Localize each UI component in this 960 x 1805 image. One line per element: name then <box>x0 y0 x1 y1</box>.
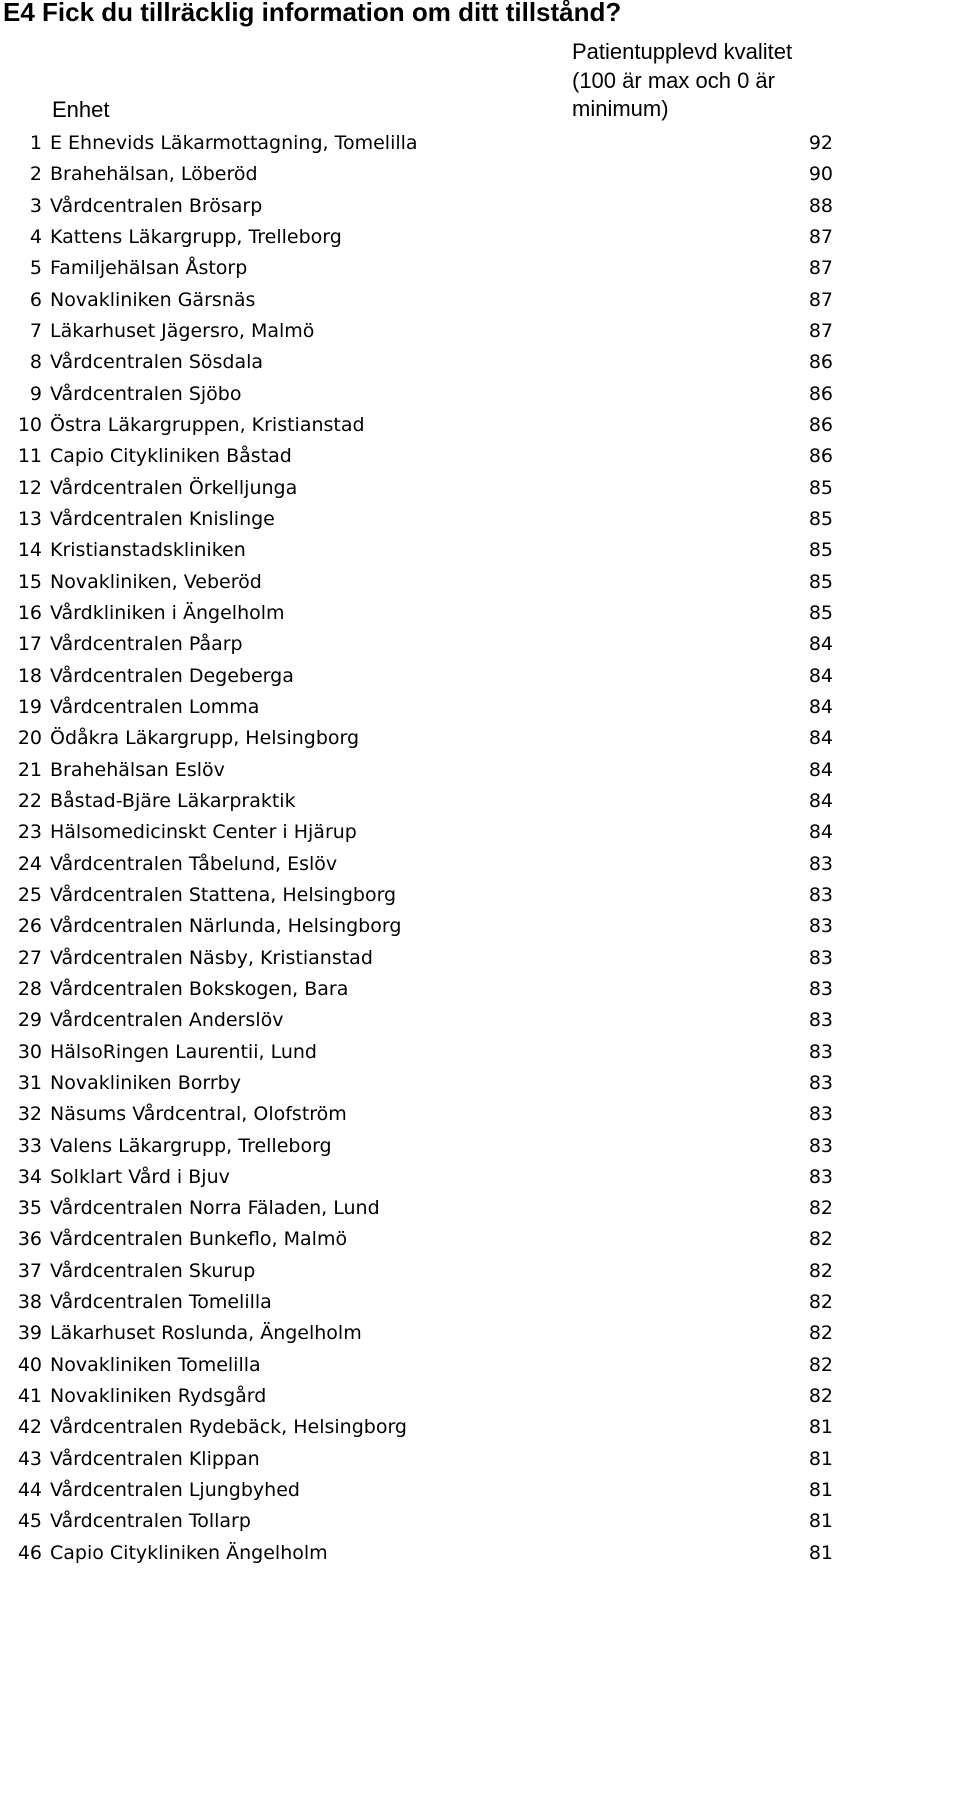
row-quality-value: 82 <box>808 1259 833 1282</box>
row-unit-name: Vårdcentralen Påarp <box>50 633 243 656</box>
row-unit-name: Kristianstadskliniken <box>50 539 246 562</box>
row-unit-name: Vårdcentralen Näsby, Kristianstad <box>50 946 373 969</box>
row-rank: 11 <box>17 445 42 468</box>
row-rank: 3 <box>29 194 42 217</box>
row-unit-name: Vårdcentralen Sösdala <box>50 351 264 374</box>
row-rank: 1 <box>29 132 42 154</box>
table-row <box>0 598 960 629</box>
row-unit-name: Novakliniken, Veberöd <box>50 570 262 593</box>
row-unit-name: Kattens Läkargrupp, Trelleborg <box>50 225 342 248</box>
row-quality-value: 83 <box>808 1009 833 1032</box>
table-row <box>0 1287 960 1318</box>
table-row <box>0 1318 960 1349</box>
row-quality-value: 84 <box>808 758 833 781</box>
table-row <box>0 723 960 754</box>
row-unit-name: Familjehälsan Åstorp <box>50 257 248 280</box>
row-quality-value: 83 <box>808 946 833 969</box>
row-unit-name: HälsoRingen Laurentii, Lund <box>50 1040 317 1063</box>
table-row <box>0 1131 960 1162</box>
table-row <box>0 191 960 222</box>
row-unit-name: Vårdcentralen Ljungbyhed <box>50 1479 300 1502</box>
row-unit-name: Båstad-Bjäre Läkarpraktik <box>50 789 296 812</box>
row-rank: 9 <box>29 382 42 405</box>
table-row <box>0 755 960 786</box>
row-unit-name: Vårdcentralen Norra Fäladen, Lund <box>50 1197 380 1220</box>
table-row <box>0 285 960 316</box>
row-rank: 29 <box>17 1009 42 1032</box>
row-quality-value: 81 <box>808 1510 833 1533</box>
row-quality-value: 84 <box>808 633 833 656</box>
row-quality-value: 86 <box>808 351 833 374</box>
row-rank: 4 <box>29 225 42 248</box>
row-unit-name: Vårdcentralen Tomelilla <box>50 1291 272 1314</box>
row-unit-name: Vårdcentralen Tåbelund, Eslöv <box>50 852 338 875</box>
row-rank: 13 <box>17 507 42 530</box>
row-rank: 18 <box>17 664 42 687</box>
row-unit-name: Vårdcentralen Bunkeflo, Malmö <box>50 1228 348 1251</box>
row-unit-name: Capio Citykliniken Båstad <box>50 445 292 468</box>
row-rank: 19 <box>17 695 42 718</box>
row-quality-value: 81 <box>808 1541 833 1564</box>
table-row <box>0 1412 960 1443</box>
column-header-value: Patientupplevd kvalitet (100 är max och 0 är minimum) <box>572 39 793 121</box>
row-unit-name: Vårdcentralen Klippan <box>50 1447 260 1470</box>
row-rank: 6 <box>29 288 42 311</box>
row-quality-value: 82 <box>808 1197 833 1220</box>
row-quality-value: 82 <box>808 1322 833 1345</box>
row-unit-name: Valens Läkargrupp, Trelleborg <box>50 1134 332 1157</box>
row-quality-value: 85 <box>808 507 833 530</box>
row-quality-value: 87 <box>808 257 833 280</box>
row-quality-value: 88 <box>808 194 833 217</box>
row-quality-value: 82 <box>808 1385 833 1408</box>
row-rank: 22 <box>17 789 42 812</box>
row-quality-value: 82 <box>808 1228 833 1251</box>
row-rank: 26 <box>17 915 42 938</box>
row-rank: 37 <box>17 1259 42 1282</box>
table-row <box>0 567 960 598</box>
row-quality-value: 83 <box>808 977 833 1000</box>
row-rank: 16 <box>17 601 42 624</box>
page-title: E4 Fick du tillräcklig information om ditt tillstånd? <box>3 0 622 27</box>
row-unit-name: Vårdcentralen Rydebäck, Helsingborg <box>50 1416 407 1439</box>
row-rank: 17 <box>17 633 42 656</box>
row-quality-value: 83 <box>808 915 833 938</box>
row-unit-name: Läkarhuset Roslunda, Ängelholm <box>50 1322 362 1345</box>
table-row <box>0 159 960 190</box>
row-unit-name: Vårdcentralen Sjöbo <box>50 382 242 405</box>
row-rank: 32 <box>17 1103 42 1126</box>
row-unit-name: Vårdcentralen Lomma <box>50 695 260 718</box>
row-unit-name: Vårdcentralen Tollarp <box>50 1510 251 1533</box>
row-rank: 2 <box>29 163 42 186</box>
row-rank: 44 <box>17 1479 42 1502</box>
table-row <box>0 661 960 692</box>
row-rank: 25 <box>17 883 42 906</box>
row-rank: 34 <box>17 1165 42 1188</box>
table-row <box>0 253 960 284</box>
table-row <box>0 943 960 974</box>
row-rank: 21 <box>17 758 42 781</box>
row-quality-value: 84 <box>808 727 833 750</box>
row-rank: 35 <box>17 1197 42 1220</box>
row-quality-value: 84 <box>808 695 833 718</box>
table-row <box>0 817 960 848</box>
row-unit-name: Vårdcentralen Degeberga <box>50 664 294 687</box>
table-row <box>0 1350 960 1381</box>
table-row <box>0 1538 960 1569</box>
row-rank: 14 <box>17 539 42 562</box>
row-unit-name: Novakliniken Gärsnäs <box>50 288 256 311</box>
row-unit-name: Läkarhuset Jägersro, Malmö <box>50 319 315 342</box>
row-rank: 7 <box>29 319 42 342</box>
row-quality-value: 83 <box>808 1134 833 1157</box>
table-row <box>0 316 960 347</box>
row-rank: 27 <box>17 946 42 969</box>
row-unit-name: Östra Läkargruppen, Kristianstad <box>50 413 365 436</box>
table-row <box>0 128 960 159</box>
table-row <box>0 473 960 504</box>
table-row <box>0 1224 960 1255</box>
row-quality-value: 81 <box>808 1447 833 1470</box>
table-row <box>0 441 960 472</box>
column-header-unit: Enhet <box>52 97 110 122</box>
row-unit-name: Novakliniken Tomelilla <box>50 1353 261 1376</box>
row-rank: 33 <box>17 1134 42 1157</box>
row-quality-value: 87 <box>808 225 833 248</box>
row-unit-name: Solklart Vård i Bjuv <box>50 1165 230 1188</box>
row-rank: 12 <box>17 476 42 499</box>
row-unit-name: Vårdcentralen Närlunda, Helsingborg <box>50 915 402 938</box>
row-unit-name: Novakliniken Borrby <box>50 1071 241 1094</box>
ranking-table <box>0 128 960 1569</box>
table-row <box>0 1444 960 1475</box>
row-rank: 36 <box>17 1228 42 1251</box>
table-row <box>0 1162 960 1193</box>
row-unit-name: Näsums Vårdcentral, Olofström <box>50 1103 347 1126</box>
table-row <box>0 222 960 253</box>
table-row <box>0 410 960 441</box>
table-row <box>0 535 960 566</box>
row-unit-name: Brahehälsan, Löberöd <box>50 163 258 186</box>
row-rank: 42 <box>17 1416 42 1439</box>
row-quality-value: 86 <box>808 413 833 436</box>
row-unit-name: Capio Citykliniken Ängelholm <box>50 1541 328 1564</box>
row-unit-name: Vårdcentralen Bokskogen, Bara <box>50 977 349 1000</box>
row-unit-name: E Ehnevids Läkarmottagning, Tomelilla <box>50 132 418 154</box>
row-rank: 15 <box>17 570 42 593</box>
table-row <box>0 347 960 378</box>
row-rank: 10 <box>17 413 42 436</box>
row-quality-value: 87 <box>808 319 833 342</box>
row-unit-name: Vårdcentralen Skurup <box>50 1259 256 1282</box>
row-rank: 40 <box>17 1353 42 1376</box>
row-quality-value: 83 <box>808 883 833 906</box>
table-row <box>0 1506 960 1537</box>
row-rank: 8 <box>29 351 42 374</box>
row-quality-value: 85 <box>808 601 833 624</box>
table-row <box>0 880 960 911</box>
table-row <box>0 1037 960 1068</box>
row-quality-value: 92 <box>808 132 833 154</box>
row-rank: 30 <box>17 1040 42 1063</box>
row-unit-name: Novakliniken Rydsgård <box>50 1385 267 1408</box>
row-quality-value: 83 <box>808 1165 833 1188</box>
row-rank: 38 <box>17 1291 42 1314</box>
table-row <box>0 1099 960 1130</box>
row-unit-name: Hälsomedicinskt Center i Hjärup <box>50 821 357 844</box>
row-rank: 24 <box>17 852 42 875</box>
row-rank: 5 <box>29 257 42 280</box>
row-unit-name: Vårdcentralen Knislinge <box>50 507 275 530</box>
table-row <box>0 1475 960 1506</box>
table-row <box>0 786 960 817</box>
table-row <box>0 629 960 660</box>
row-quality-value: 84 <box>808 664 833 687</box>
row-unit-name: Vårdkliniken i Ängelholm <box>50 601 285 624</box>
row-quality-value: 83 <box>808 1071 833 1094</box>
row-quality-value: 81 <box>808 1479 833 1502</box>
row-rank: 43 <box>17 1447 42 1470</box>
row-quality-value: 81 <box>808 1416 833 1439</box>
row-unit-name: Ödåkra Läkargrupp, Helsingborg <box>50 727 360 750</box>
row-quality-value: 86 <box>808 382 833 405</box>
row-rank: 41 <box>17 1385 42 1408</box>
table-row <box>0 504 960 535</box>
row-unit-name: Vårdcentralen Stattena, Helsingborg <box>50 883 397 906</box>
table-row <box>0 849 960 880</box>
row-rank: 45 <box>17 1510 42 1533</box>
row-rank: 39 <box>17 1322 42 1345</box>
row-quality-value: 82 <box>808 1291 833 1314</box>
table-row <box>0 692 960 723</box>
row-rank: 31 <box>17 1071 42 1094</box>
row-quality-value: 83 <box>808 852 833 875</box>
row-unit-name: Vårdcentralen Anderslöv <box>50 1009 284 1032</box>
row-quality-value: 85 <box>808 539 833 562</box>
row-unit-name: Vårdcentralen Örkelljunga <box>50 476 298 499</box>
table-row <box>0 974 960 1005</box>
row-unit-name: Vårdcentralen Brösarp <box>50 194 263 217</box>
table-row <box>0 1256 960 1287</box>
table-row <box>0 379 960 410</box>
table-row <box>0 1381 960 1412</box>
row-quality-value: 83 <box>808 1040 833 1063</box>
row-quality-value: 83 <box>808 1103 833 1126</box>
row-quality-value: 84 <box>808 789 833 812</box>
row-rank: 20 <box>17 727 42 750</box>
row-unit-name: Brahehälsan Eslöv <box>50 758 225 781</box>
row-rank: 28 <box>17 977 42 1000</box>
row-quality-value: 84 <box>808 821 833 844</box>
row-quality-value: 85 <box>808 570 833 593</box>
row-quality-value: 85 <box>808 476 833 499</box>
row-rank: 23 <box>17 821 42 844</box>
table-row <box>0 1193 960 1224</box>
table-row <box>0 1068 960 1099</box>
table-row <box>0 911 960 942</box>
row-quality-value: 82 <box>808 1353 833 1376</box>
row-quality-value: 90 <box>808 163 833 186</box>
table-row <box>0 1005 960 1036</box>
row-quality-value: 86 <box>808 445 833 468</box>
row-rank: 46 <box>17 1541 42 1564</box>
row-quality-value: 87 <box>808 288 833 311</box>
